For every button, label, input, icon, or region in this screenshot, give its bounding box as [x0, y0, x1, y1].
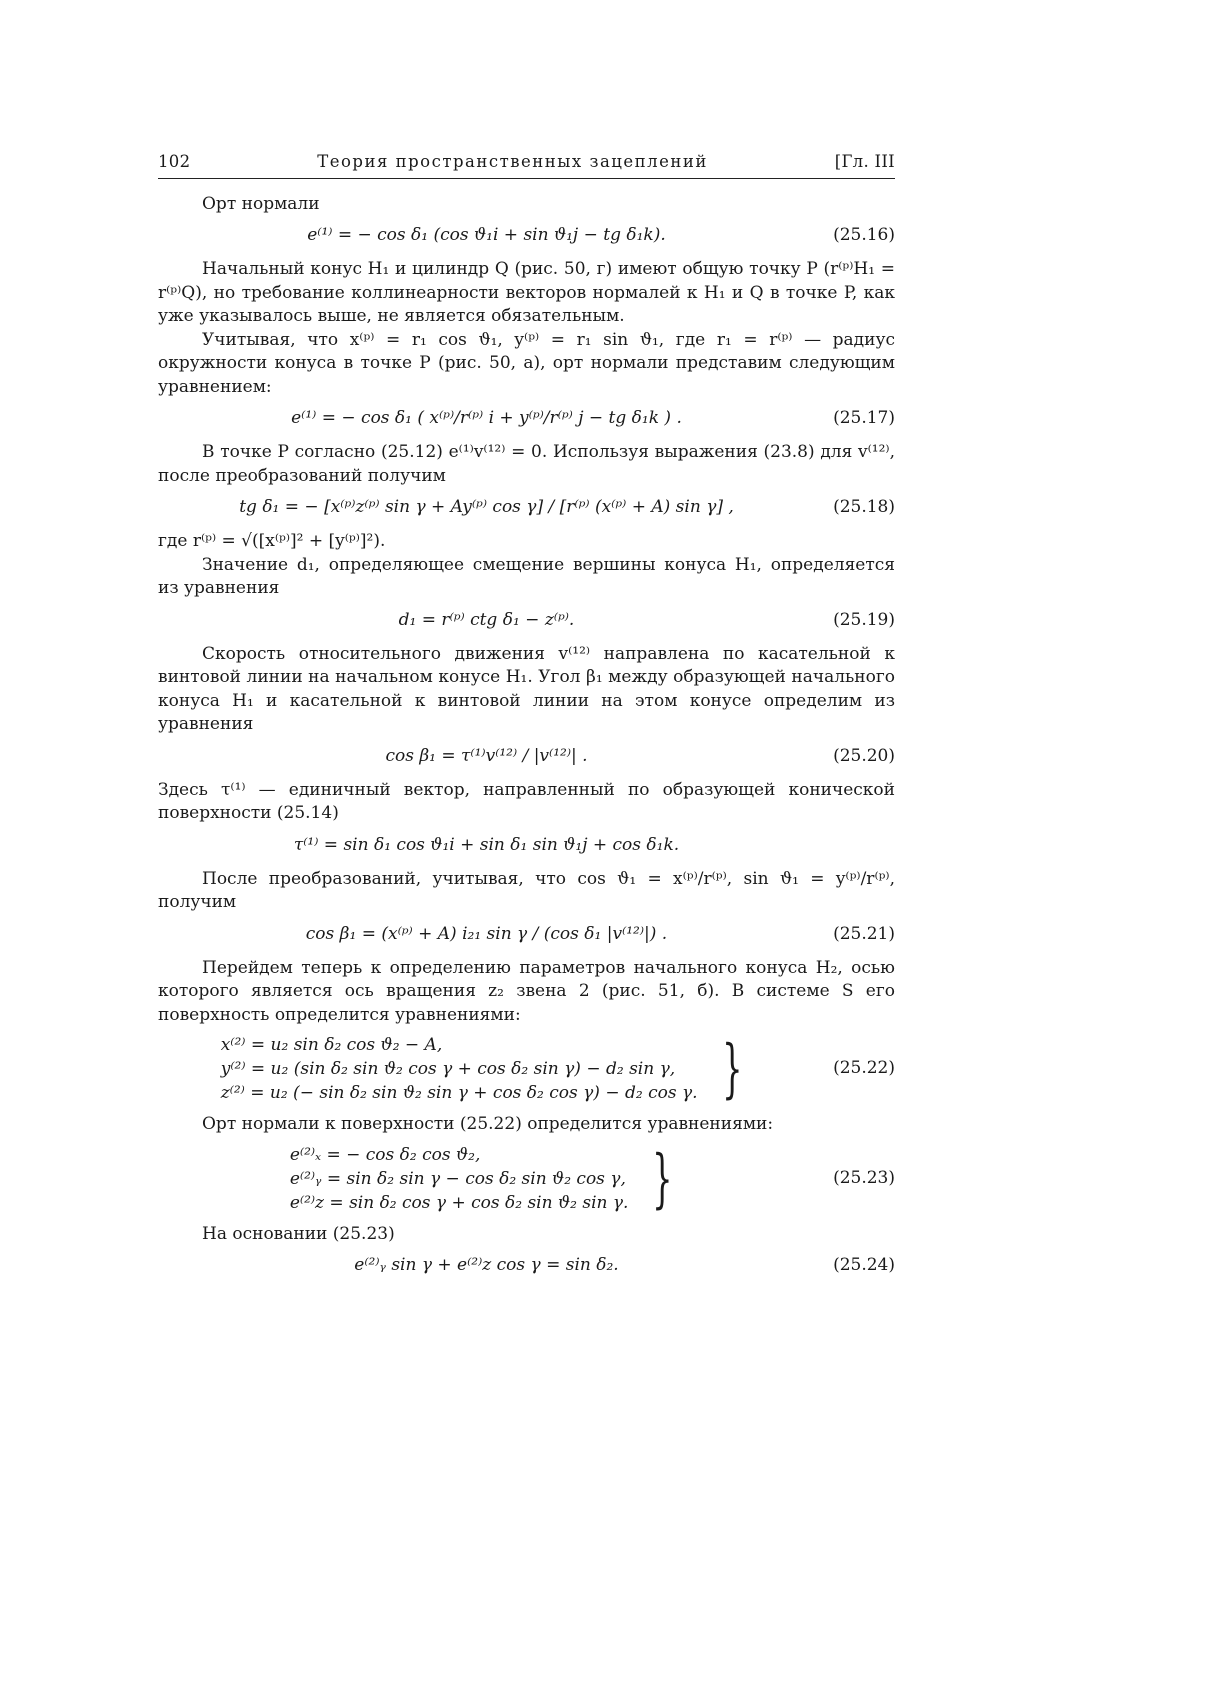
equation-number: (25.20) — [833, 745, 895, 766]
equation-number: (25.22) — [833, 1058, 895, 1079]
equation-formula: cos β₁ = (x⁽ᵖ⁾ + A) i₂₁ sin γ / (cos δ₁ |v⁽¹²⁾|) . — [305, 923, 668, 944]
system-line: x⁽²⁾ = u₂ sin δ₂ cos ϑ₂ − A, — [220, 1035, 443, 1055]
paragraph: Начальный конус H₁ и цилиндр Q (рис. 50, г) имеют общую точку P (r⁽ᵖ⁾H₁ = r⁽ᵖ⁾Q), но требование коллинеарности векторов нормалей к H₁ и Q в точке P, как уже указывалось выше, не является обязательным. — [158, 259, 895, 326]
equation — [158, 1252, 895, 1280]
paragraph: Скорость относительного движения v⁽¹²⁾ направлена по касательной к винтовой линии на начальном конусе H₁. Угол β₁ между образующей начального конуса H₁ и касательной к винтовой линии на этом конусе определим из уравнения — [158, 643, 895, 734]
page-number: 102 — [158, 152, 191, 171]
equation-number: (25.21) — [833, 923, 895, 944]
right-brace-icon: } — [721, 1032, 743, 1106]
paragraph: Орт нормали — [202, 193, 320, 214]
equation-number: (25.23) — [833, 1167, 895, 1188]
equation — [158, 607, 895, 635]
equation-formula: d₁ = r⁽ᵖ⁾ ctg δ₁ − z⁽ᵖ⁾. — [398, 609, 575, 630]
equation-number: (25.19) — [833, 609, 895, 630]
equation-system — [158, 1143, 895, 1215]
equation — [158, 494, 895, 522]
paragraph: Перейдем теперь к определению параметров начального конуса H₂, осью которого является ось вращения z₂ звена 2 (рис. 51, б). В системе S его поверхность определится уравнениями: — [158, 957, 895, 1025]
system-line: e⁽²⁾ₓ = − cos δ₂ cos ϑ₂, — [289, 1144, 481, 1165]
paragraph: В точке P согласно (25.12) e⁽¹⁾v⁽¹²⁾ = 0. Используя выражения (23.8) для v⁽¹²⁾, после преобразований получим — [158, 442, 895, 486]
equation-formula: tg δ₁ = − [x⁽ᵖ⁾z⁽ᵖ⁾ sin γ + Ay⁽ᵖ⁾ cos γ] / [r⁽ᵖ⁾ (x⁽ᵖ⁾ + A) sin γ] , — [239, 497, 734, 518]
page-body — [158, 193, 895, 1281]
system-line: z⁽²⁾ = u₂ (− sin δ₂ sin ϑ₂ sin γ + cos δ₂ cos γ) − d₂ cos γ. — [220, 1083, 698, 1103]
paragraph: Здесь τ⁽¹⁾ — единичный вектор, направленный по образующей конической поверхности (25.14) — [158, 779, 895, 823]
equation-formula: τ⁽¹⁾ = sin δ₁ cos ϑ₁i + sin δ₁ sin ϑ₁j + cos δ₁k. — [293, 834, 680, 855]
equation-number: (25.16) — [833, 225, 895, 246]
paragraph: После преобразований, учитывая, что cos ϑ₁ = x⁽ᵖ⁾/r⁽ᵖ⁾, sin ϑ₁ = y⁽ᵖ⁾/r⁽ᵖ⁾, получим — [158, 868, 895, 912]
chapter-label: [Гл. III — [834, 152, 895, 171]
paragraph: где r⁽ᵖ⁾ = √([x⁽ᵖ⁾]² + [y⁽ᵖ⁾]²). — [158, 531, 386, 551]
system-line: y⁽²⁾ = u₂ (sin δ₂ sin ϑ₂ cos γ + cos δ₂ sin γ) − d₂ sin γ, — [220, 1059, 676, 1079]
system-line: e⁽²⁾ᵧ = sin δ₂ sin γ − cos δ₂ sin ϑ₂ cos γ, — [289, 1168, 626, 1189]
equation — [158, 832, 895, 860]
equation — [158, 921, 895, 949]
running-header — [158, 150, 895, 179]
paragraph: Учитывая, что x⁽ᵖ⁾ = r₁ cos ϑ₁, y⁽ᵖ⁾ = r₁ sin ϑ₁, где r₁ = r⁽ᵖ⁾ — радиус окружности конуса в точке P (рис. 50, а), орт нормали представим следующим уравнением: — [158, 329, 895, 397]
book-page — [158, 150, 895, 1288]
equation-system — [158, 1033, 895, 1105]
equation-formula: e⁽²⁾ᵧ sin γ + e⁽²⁾z cos γ = sin δ₂. — [354, 1255, 619, 1276]
equation-formula: cos β₁ = τ⁽¹⁾v⁽¹²⁾ / |v⁽¹²⁾| . — [385, 745, 588, 766]
right-brace-icon: } — [652, 1141, 673, 1216]
paragraph: Значение d₁, определяющее смещение вершины конуса H₁, определяется из уравнения — [158, 554, 895, 598]
equation-formula: e⁽¹⁾ = − cos δ₁ ( x⁽ᵖ⁾/r⁽ᵖ⁾ i + y⁽ᵖ⁾/r⁽ᵖ⁾ j − tg δ₁k ) . — [291, 408, 682, 429]
equation-number: (25.17) — [833, 408, 895, 429]
equation — [158, 405, 895, 433]
running-title: Теория пространственных зацеплений — [317, 152, 708, 171]
equation — [158, 743, 895, 771]
paragraph: Орт нормали к поверхности (25.22) определится уравнениями: — [202, 1114, 774, 1134]
equation-number: (25.18) — [833, 497, 895, 518]
equation-number: (25.24) — [833, 1255, 895, 1276]
paragraph: На основании (25.23) — [202, 1223, 395, 1244]
equation-formula: e⁽¹⁾ = − cos δ₁ (cos ϑ₁i + sin ϑ₁j − tg δ₁k). — [307, 225, 666, 246]
equation — [158, 222, 895, 250]
system-line: e⁽²⁾z = sin δ₂ cos γ + cos δ₂ sin ϑ₂ sin γ. — [289, 1192, 629, 1213]
